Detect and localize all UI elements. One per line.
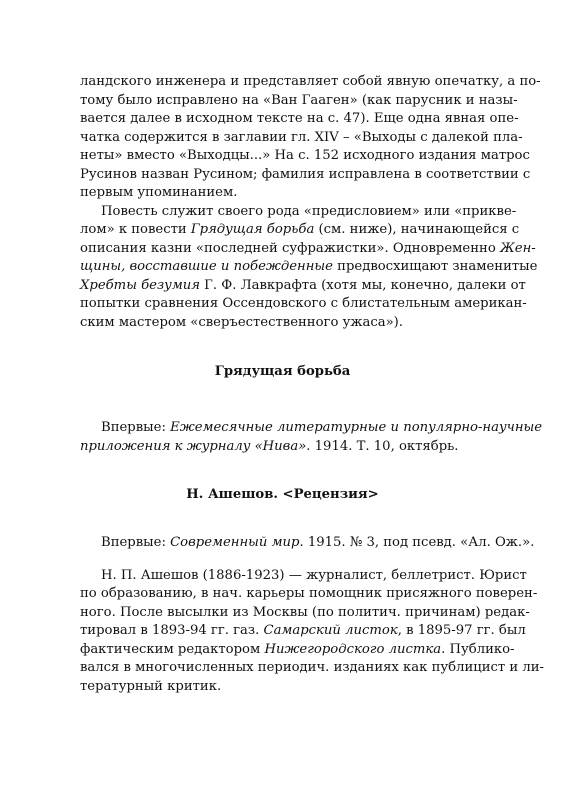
text-run: (см. ниже), начинающейся с — [314, 222, 520, 237]
document-page — [80, 73, 545, 696]
paragraph-prequel-note — [80, 203, 538, 333]
text-line — [80, 622, 526, 641]
text-run: . Публико- — [441, 641, 515, 657]
text-line: Н. П. Ашешов (1886-1923) — журналист, беллетрист. Юрист — [101, 567, 527, 583]
text-line — [80, 419, 543, 438]
text-run: фактическим редактором — [80, 641, 265, 657]
source-note — [80, 419, 543, 456]
publication-title: Нижегородского листка — [264, 641, 442, 657]
text-line: чатка содержится в заглавии гл. XIV – «Выходы с далекой пла- — [80, 129, 523, 145]
book-title: Жен- — [499, 240, 536, 256]
text-line: ного. После высылки из Москвы (по политич. причинам) редак- — [80, 604, 530, 620]
text-line — [80, 277, 526, 296]
text-run: , в 1895-97 гг. был — [397, 623, 526, 638]
book-title: щины, восставшие и побежденные — [80, 259, 333, 274]
text-line: тому было исправлено на «Ван Гааген» (как парусник и назы- — [80, 92, 518, 108]
section-heading: Грядущая борьба — [214, 364, 351, 379]
paragraph-errata-note — [80, 73, 541, 203]
text-line: вается далее в исходном тексте на с. 47). Еще одна явная опе- — [80, 111, 519, 126]
section-heading: Н. Ашешов. <Рецензия> — [186, 487, 379, 502]
text-line: тературный критик. — [80, 678, 222, 694]
text-run: . 1915. № 3, под псевд. «Ал. Ож.». — [299, 535, 535, 550]
text-line: ландского инженера и представляет собой явную опечатку, а по- — [80, 74, 541, 89]
text-line — [80, 438, 485, 457]
source-label: Впервые: — [101, 535, 171, 550]
text-line — [80, 240, 536, 259]
text-line — [80, 221, 520, 240]
text-line: Русинов назван Русином; фамилия исправлена в соответствии с — [80, 166, 531, 182]
text-line — [80, 534, 535, 553]
text-line: первым упоминанием. — [80, 185, 238, 200]
text-line: по образованию, в нач. карьеры помощник присяжного поверен- — [80, 586, 538, 601]
text-run: Г. Ф. Лавкрафта (хотя мы, конечно, далеки от — [199, 277, 526, 293]
source-label: Впервые: — [101, 420, 171, 435]
publication-title: Самарский листок — [263, 623, 398, 638]
text-run: лом» к повести — [80, 222, 191, 237]
source-note — [80, 534, 535, 553]
text-line: Повесть служит своего рода «предисловием» или «приквe- — [101, 203, 517, 219]
publication-title: приложения к журналу «Нива» — [80, 438, 307, 454]
text-line — [80, 258, 538, 277]
publication-title: Ежемесячные литературные и популярно-научные — [170, 420, 543, 435]
text-run: предвосхищают знаменитые — [332, 259, 538, 274]
text-line: попытки сравнения Оссендовского с блистательным американ- — [80, 296, 527, 311]
book-title: Грядущая борьба — [190, 222, 315, 237]
text-run: тировал в 1893-94 гг. газ. — [80, 623, 264, 638]
publication-title: Современный мир — [170, 535, 300, 550]
text-run: описания казни «последней суфражистки». Одновременно — [80, 240, 500, 256]
text-line — [80, 641, 515, 660]
paragraph-biography — [80, 567, 545, 697]
text-line: ским мастером «сверъестественного ужаса»). — [80, 314, 403, 330]
text-line: неты» вместо «Выходцы...» На с. 152 исходного издания матрос — [80, 148, 530, 163]
text-run: . 1914. Т. 10, октябрь. — [306, 438, 459, 454]
book-title: Хребты безумия — [80, 277, 200, 293]
text-line: вался в многочисленных периодич. изданиях как публицист и ли- — [80, 660, 545, 675]
